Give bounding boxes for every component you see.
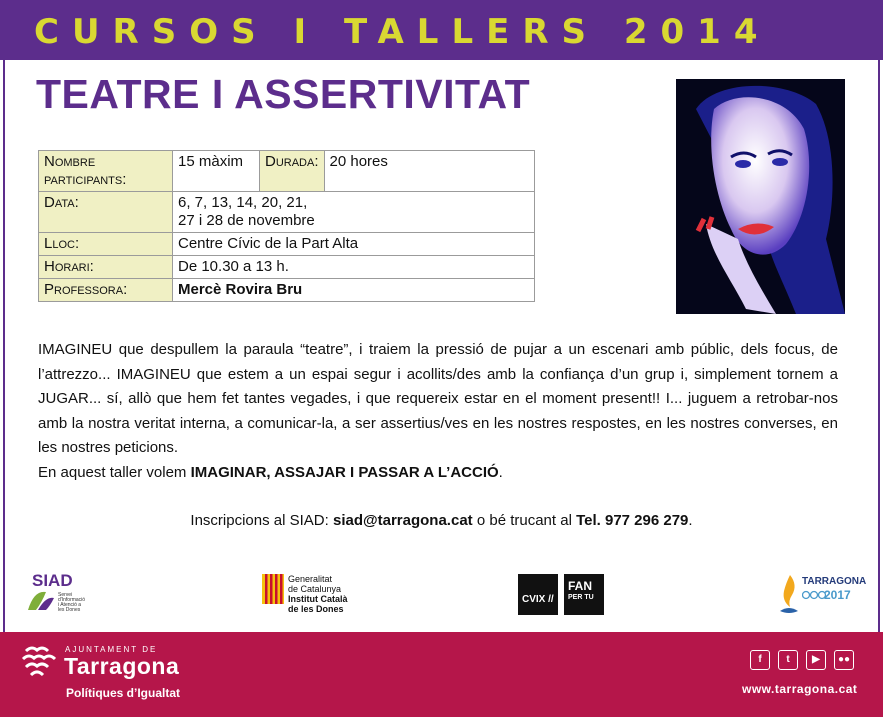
- contact-intro: Inscripcions al SIAD:: [190, 512, 333, 529]
- siad-logo: [24, 568, 99, 613]
- portrait-illustration: [676, 79, 845, 314]
- generalitat-line3: Institut Català: [288, 594, 348, 604]
- table-row: [39, 233, 535, 256]
- facebook-icon[interactable]: f: [750, 650, 770, 670]
- catalan-flag-icon: [262, 574, 284, 604]
- fan-box: [564, 574, 604, 615]
- date-value-line1: 6, 7, 13, 14, 20, 21,: [178, 194, 308, 211]
- footer-subtitle: Polítiques d’Igualtat: [66, 686, 181, 700]
- cvix-logo: [518, 574, 606, 615]
- twitter-icon[interactable]: t: [778, 650, 798, 670]
- description-text: [38, 338, 838, 485]
- rings-icon: [802, 590, 826, 600]
- footer-url[interactable]: www.tarragona.cat: [742, 682, 858, 696]
- schedule-value: De 10.30 a 13 h.: [173, 256, 535, 279]
- fan-text: FAN: [568, 579, 592, 593]
- participants-value: 15 màxim: [173, 151, 260, 192]
- svg-text:les Dones: les Dones: [58, 607, 81, 613]
- table-row: [39, 151, 535, 192]
- schedule-label: Horari:: [39, 256, 173, 279]
- course-title: TEATRE I ASSERTIVITAT: [36, 71, 531, 117]
- svg-text:SIAD: SIAD: [32, 571, 73, 590]
- contact-end: .: [688, 512, 693, 529]
- duration-label: Durada:: [260, 151, 325, 192]
- generalitat-line2: de Catalunya: [288, 584, 342, 594]
- contact-email[interactable]: siad@tarragona.cat: [332, 512, 473, 529]
- table-row: [39, 192, 535, 233]
- tarragona-2017-name: TARRAGONA: [802, 576, 867, 587]
- header-title: CURSOS I TALLERS 2014: [34, 12, 771, 52]
- generalitat-logo: [260, 572, 370, 612]
- footer-city-name: Tarragona: [64, 653, 180, 679]
- description-paragraph: IMAGINEU que despullem la paraula “teatre”, i traiem la pressió de pujar a un escenari amb públic, dels focus, de l’attrezzo... IMAGINEU que estem a un espai segur i acollits/des amb la confiança d’un grup i, simplement tornem a JUGAR... sí, allò que hem fet tantes vegades, i que requereix estar en el moment present!! I... juguem a retrobar-nos amb la nostra veritat interna, a comunicar-la, a ser assertius/ves en les nostres respostes, en les nostres converses, en les nostres peticions.: [38, 341, 838, 456]
- teacher-value: Mercè Rovira Bru: [173, 279, 535, 302]
- tarragona-emblem-icon: [20, 643, 56, 679]
- cvix-box: CVIX //: [518, 574, 558, 615]
- contact-line: [0, 512, 883, 529]
- closing-intro: En aquest taller volem: [38, 463, 191, 481]
- flickr-icon[interactable]: ●●: [834, 650, 854, 670]
- fan-sub: PER TU: [568, 594, 594, 601]
- generalitat-line4: de les Dones: [288, 604, 344, 614]
- closing-bold: IMAGINAR, ASSAJAR I PASSAR A L’ACCIÓ: [190, 463, 499, 481]
- date-value: [173, 192, 535, 233]
- description-closing: [38, 461, 838, 486]
- tarragona-2017-year: 2017: [824, 588, 851, 602]
- flame-icon: [778, 571, 800, 617]
- table-row: [39, 256, 535, 279]
- footer-small-text: AJUNTAMENT DE: [65, 645, 158, 654]
- course-info-table: [38, 150, 535, 302]
- table-row: [39, 279, 535, 302]
- teacher-label: Professora:: [39, 279, 173, 302]
- header-band: [0, 0, 883, 60]
- svg-text:Servei: Servei: [58, 592, 73, 598]
- tarragona-2017-logo: [778, 571, 867, 617]
- date-value-line2: 27 i 28 de novembre: [178, 212, 315, 229]
- svg-text:i Atenció a: i Atenció a: [58, 602, 82, 608]
- place-value: Centre Cívic de la Part Alta: [173, 233, 535, 256]
- closing-end: .: [498, 463, 503, 481]
- contact-middle: o bé trucant al: [472, 512, 577, 529]
- youtube-icon[interactable]: ▶: [806, 650, 826, 670]
- participants-label: Nombre participants:: [39, 151, 173, 192]
- place-label: Lloc:: [39, 233, 173, 256]
- generalitat-text: [288, 574, 348, 614]
- svg-text:d'Informació: d'Informació: [58, 597, 86, 603]
- duration-value: 20 hores: [324, 151, 534, 192]
- contact-phone: Tel. 977 296 279: [576, 512, 689, 529]
- date-label: Data:: [39, 192, 173, 233]
- generalitat-line1: Generalitat: [288, 574, 333, 584]
